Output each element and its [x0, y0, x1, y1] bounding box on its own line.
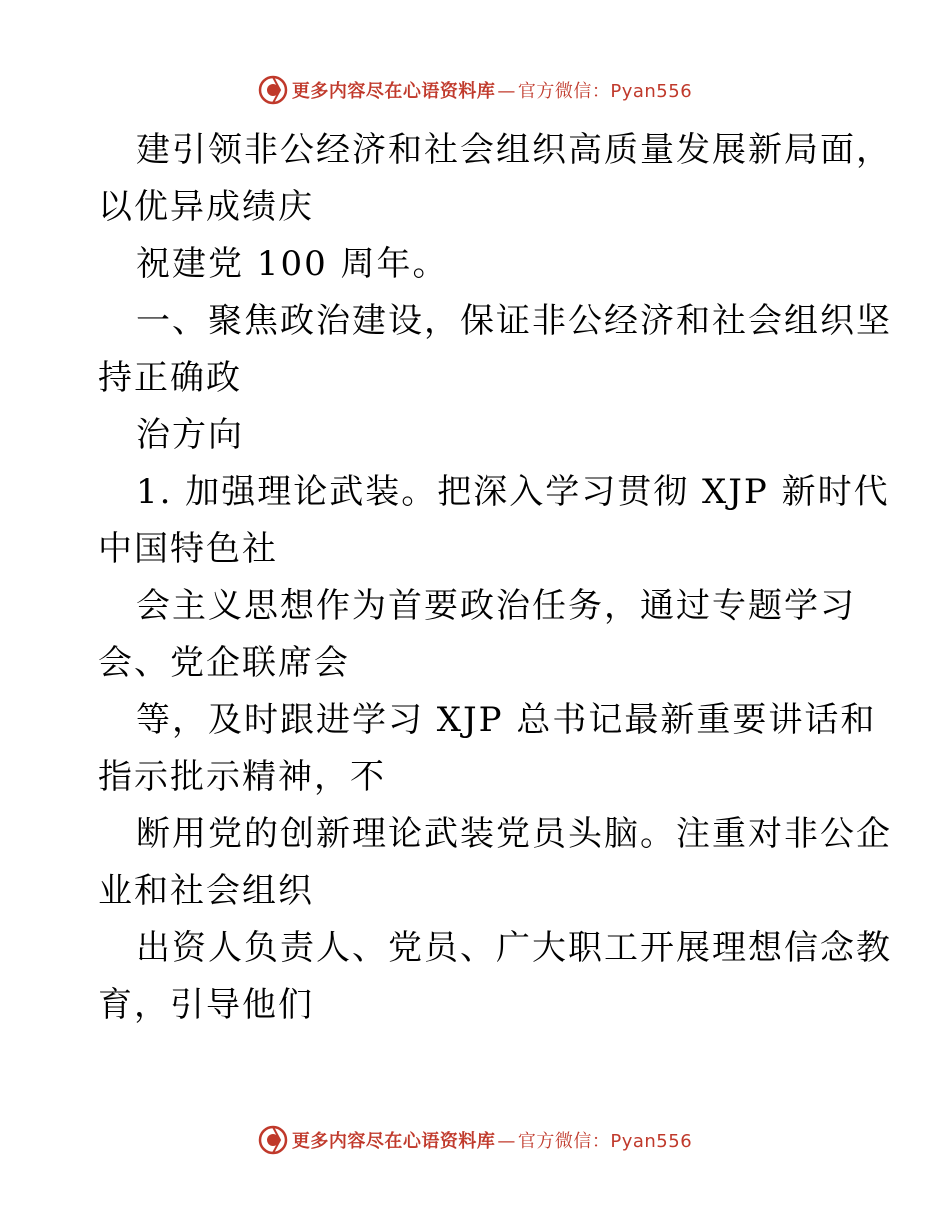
- document-line: 育，引导他们: [98, 985, 314, 1025]
- document-line: 持正确政: [98, 358, 242, 398]
- document-line: 以优异成绩庆: [98, 187, 314, 227]
- banner-main-text: 更多内容尽在心语资料库: [291, 81, 496, 102]
- banner-wechat-id: Pyan556: [610, 81, 693, 102]
- document-line: 治方向: [136, 415, 244, 455]
- document-line: 会主义思想作为首要政治任务，通过专题学习: [136, 586, 856, 626]
- document-line: 指示批示精神，不: [98, 757, 386, 797]
- banner-sub-text: 官方微信：: [517, 1131, 611, 1152]
- header-banner-text: [292, 77, 692, 103]
- logo-icon: [258, 1125, 288, 1155]
- document-line: 1. 加强理论武装。把深入学习贯彻 XJP 新时代: [136, 472, 890, 512]
- document-line: 断用党的创新理论武装党员头脑。注重对非公企: [136, 814, 892, 854]
- footer-banner-text: [292, 1127, 692, 1153]
- banner-sub-text: 官方微信：: [517, 81, 611, 102]
- banner-dash: —: [497, 1131, 516, 1152]
- document-line: 等，及时跟进学习 XJP 总书记最新重要讲话和: [136, 700, 877, 740]
- document-line: 建引领非公经济和社会组织高质量发展新局面，: [136, 130, 892, 170]
- logo-icon: [258, 75, 288, 105]
- document-body: [98, 122, 892, 1034]
- banner-main-text: 更多内容尽在心语资料库: [291, 1131, 496, 1152]
- document-line: 一、聚焦政治建设，保证非公经济和社会组织坚: [136, 301, 892, 341]
- banner-dash: —: [497, 81, 516, 102]
- banner-wechat-id: Pyan556: [610, 1131, 693, 1152]
- header-banner: [0, 72, 950, 108]
- document-line: 中国特色社: [98, 529, 278, 569]
- document-line: 业和社会组织: [98, 871, 314, 911]
- document-line: 祝建党 100 周年。: [136, 244, 449, 284]
- footer-banner: [0, 1122, 950, 1158]
- document-line: 会、党企联席会: [98, 643, 350, 683]
- document-line: 出资人负责人、党员、广大职工开展理想信念教: [136, 928, 892, 968]
